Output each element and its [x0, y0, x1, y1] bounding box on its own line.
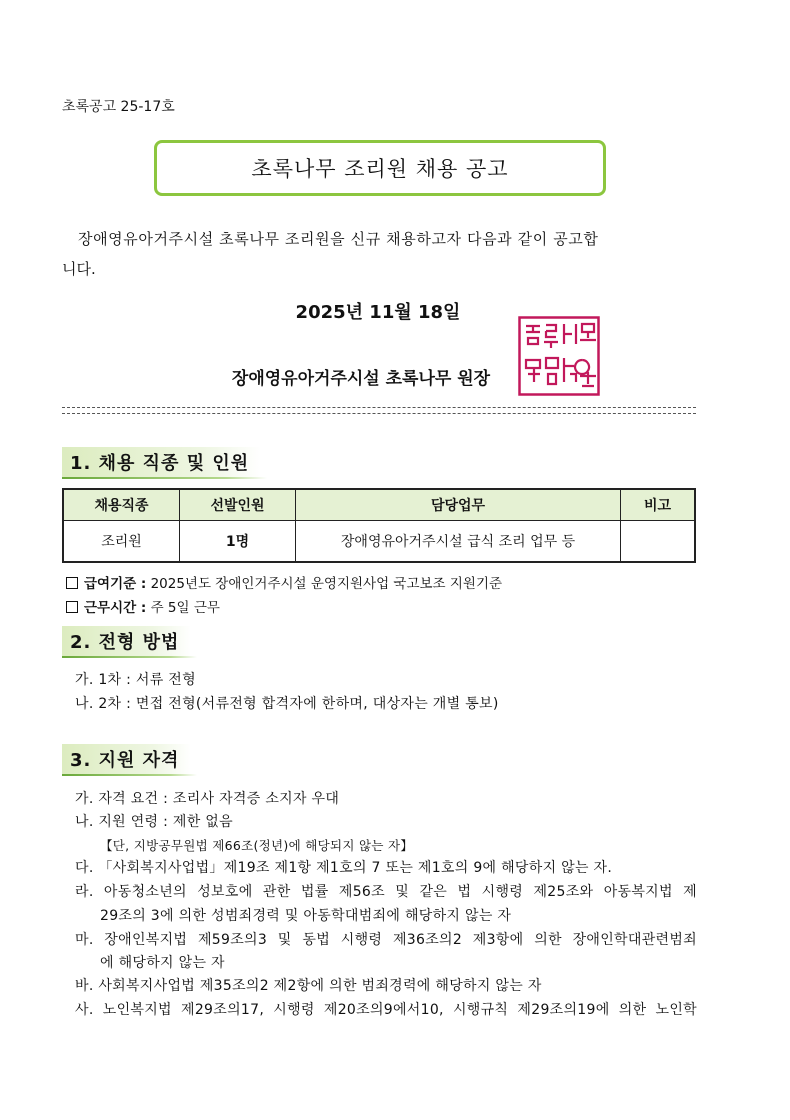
column-header: 채용직종 [63, 489, 180, 521]
section-2-heading: 2. 전형 방법 [62, 626, 191, 656]
list-item: 나. 2차 : 면접 전형(서류전형 합격자에 한하며, 대상자는 개별 통보) [75, 696, 499, 712]
table-cell: 조리원 [63, 521, 180, 563]
table-cell: 1명 [180, 521, 296, 563]
table-cell [621, 521, 696, 563]
list-item: 바. 사회복지사업법 제35조의2 제2항에 의한 범죄경력에 해당하지 않는 자 [75, 978, 542, 994]
list-item: 가. 자격 요건 : 조리사 자격증 소지자 우대 [75, 791, 340, 807]
document-number: 초록공고 25-17호 [62, 99, 175, 115]
column-header: 비고 [621, 489, 696, 521]
salary-condition [66, 572, 502, 592]
positions-table [62, 488, 696, 563]
list-item-continued: 에 해당하지 않는 자 [100, 955, 225, 971]
column-header: 담당업무 [296, 489, 621, 521]
issuing-organization: 장애영유아거주시설 초록나무 원장 [231, 369, 491, 389]
list-item: 라. 아동청소년의 성보호에 관한 법률 제56조 및 같은 법 시행령 제25조와 아동복지법 제 [75, 884, 697, 900]
list-item: 가. 1차 : 서류 전형 [75, 672, 196, 688]
condition-label: 급여기준 : [84, 576, 147, 592]
intro-paragraph [62, 224, 698, 284]
list-item: 나. 지원 연령 : 제한 없음 [75, 814, 233, 830]
divider-dashed-top [62, 407, 696, 408]
list-item: 다. 「사회복지사업법」제19조 제1항 제1호의 7 또는 제1호의 9에 해당하지 않는 자. [75, 860, 613, 876]
table-cell: 장애영유아거주시설 급식 조리 업무 등 [296, 521, 621, 563]
table-header-row [63, 489, 695, 521]
official-seal [518, 316, 600, 396]
list-item-continued: 29조의 3에 의한 성범죄경력 및 아동학대범죄에 해당하지 않는 자 [100, 908, 512, 924]
checkbox-icon [66, 601, 78, 613]
condition-text: 주 5일 근무 [150, 600, 220, 616]
condition-label: 근무시간 : [84, 600, 147, 616]
list-item: 마. 장애인복지법 제59조의3 및 동법 시행령 제36조의2 제3항에 의한 장애인학대관련범죄 [75, 932, 697, 948]
table-row [63, 521, 695, 563]
announcement-date: 2025년 11월 18일 [295, 302, 461, 323]
intro-line-2: 니다. [62, 260, 96, 278]
list-note: 【단, 지방공무원법 제66조(정년)에 해당되지 않는 자】 [100, 838, 414, 853]
page-title: 초록나무 조리원 채용 공고 [154, 140, 606, 196]
intro-line-1: 장애영유아거주시설 초록나무 조리원을 신규 채용하고자 다음과 같이 공고합 [78, 230, 599, 248]
section-1-heading: 1. 채용 직종 및 인원 [62, 447, 261, 477]
column-header: 선발인원 [180, 489, 296, 521]
work-hours-condition [66, 596, 220, 616]
list-item: 사. 노인복지법 제29조의17, 시행령 제20조의9에서10, 시행규칙 제29조의19에 의한 노인학 [75, 1002, 697, 1018]
divider-dashed-bottom [62, 413, 696, 414]
condition-text: 2025년도 장애인거주시설 운영지원사업 국고보조 지원기준 [150, 576, 503, 592]
section-3-heading: 3. 지원 자격 [62, 744, 191, 774]
checkbox-icon [66, 577, 78, 589]
